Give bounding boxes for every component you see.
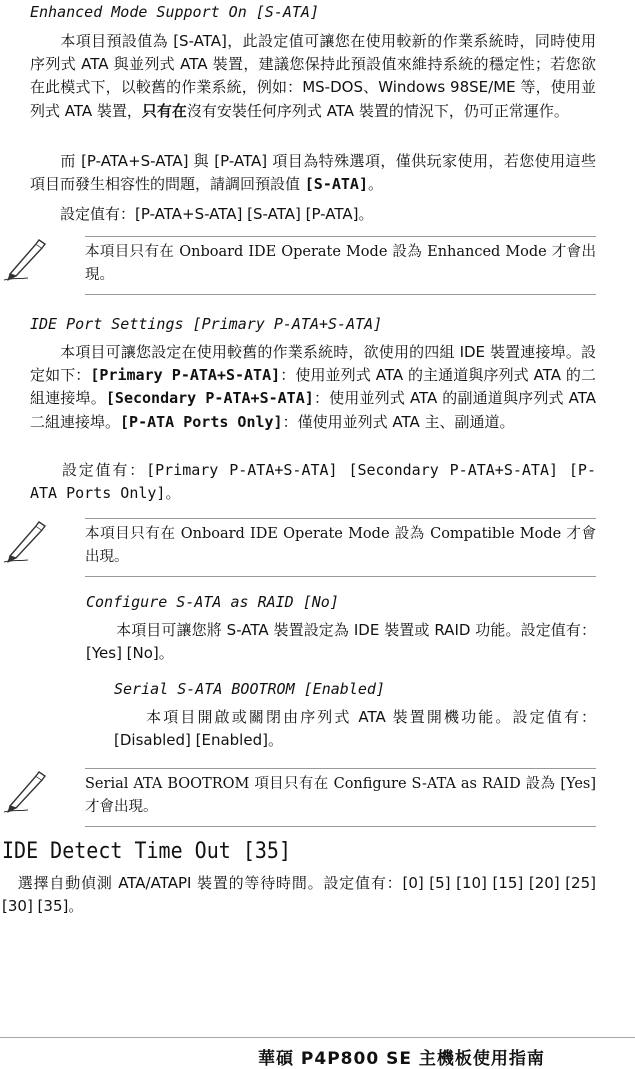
ide-port-option-pata-only: [P-ATA Ports Only] (120, 412, 283, 431)
pen-icon (2, 518, 48, 564)
ide-port-description (30, 341, 596, 434)
note-divider-bottom (85, 576, 596, 577)
ide-port-text-1: 本項目可讓您設定在使用較舊的作業系統時，欲使用的四組 IDE 裝置連接埠。設定如下： (30, 343, 596, 385)
enhanced-mode-description (30, 30, 596, 123)
ide-port-option-secondary: [Secondary P-ATA+S-ATA] (105, 389, 314, 408)
enhanced-mode-text-1: 本項目預設值為 [S-ATA]，此設定值可讓您在使用較新的作業系統時，同時使用序列式 ATA 與並列式 ATA 裝置，建議您保持此預設值來維持系統的穩定性；若您欲在此模式下，以較舊的作業系統，例如：MS-DOS、Windows 98SE/ME 等，使用並列式 ATA 裝置， (30, 32, 596, 120)
footer-divider (0, 1037, 635, 1038)
section-heading-ide-detect: IDE Detect Time Out [35] (2, 837, 291, 864)
ide-port-values (30, 459, 596, 505)
special-options-default: [S-ATA] (304, 175, 368, 194)
note-divider-top (85, 768, 596, 769)
special-options-end: 。 (368, 175, 384, 194)
note-enhanced-mode: 本項目只有在 Onboard IDE Operate Mode 設為 Enhanced Mode 才會出現。 (85, 244, 596, 283)
ide-port-text-4: ：僅使用並列式 ATA 主、副通道。 (282, 412, 515, 431)
pen-icon (2, 768, 48, 814)
serial-bootrom-text: 本項目開啟或關閉由序列式 ATA 裝置開機功能。設定值有：[Disabled] [Enabled]。 (114, 708, 596, 750)
note-divider-bottom (85, 294, 596, 295)
ide-port-option-primary: [Primary P-ATA+S-ATA] (90, 366, 281, 385)
configure-sata-description (86, 619, 596, 665)
configure-sata-text: 本項目可讓您將 S-ATA 裝置設定為 IDE 裝置或 RAID 功能。設定值有：[Yes] [No]。 (86, 621, 596, 663)
enhanced-mode-text-2: 沒有安裝任何序列式 ATA 裝置的情況下，仍可正常運作。 (186, 101, 569, 120)
footer-title: 華碩 P4P800 SE 主機板使用指南 (258, 1049, 545, 1069)
section-heading-ide-port: IDE Port Settings [Primary P-ATA+S-ATA] (30, 315, 383, 333)
ide-detect-description (2, 872, 596, 918)
ide-port-text-2: ：使用並列式 ATA 的主通道與序列式 ATA 的二組連接埠。 (30, 366, 596, 408)
section-heading-serial-bootrom: Serial S-ATA BOOTROM [Enabled] (114, 680, 385, 698)
ide-port-values-text: 設定值有：[Primary P-ATA+S-ATA] [Secondary P-ATA+S-ATA] [P-ATA Ports Only]。 (30, 461, 596, 503)
note-serial-bootrom: Serial ATA BOOTROM 項目只有在 Configure S-ATA as RAID 設為 [Yes] 才會出現。 (85, 776, 596, 815)
special-options-text: 而 [P-ATA+S-ATA] 與 [P-ATA] 項目為特殊選項，僅供玩家使用，若您使用這些項目而發生相容性的問題，請調回預設值 (30, 152, 596, 194)
note-divider-top (85, 236, 596, 237)
note-ide-port: 本項目只有在 Onboard IDE Operate Mode 設為 Compatible Mode 才會出現。 (85, 526, 596, 565)
ide-port-text-3: ：使用並列式 ATA 的副通道與序列式 ATA 二組連接埠。 (30, 389, 596, 431)
ide-detect-text: 選擇自動偵測 ATA/ATAPI 裝置的等待時間。設定值有：[0] [5] [10] [15] [20] [25] [30] [35]。 (2, 874, 596, 916)
serial-bootrom-description (114, 706, 596, 752)
enhanced-mode-emphasis: 只有在 (141, 101, 187, 120)
enhanced-mode-special-options (30, 150, 596, 196)
section-heading-configure-sata: Configure S-ATA as RAID [No] (86, 593, 339, 611)
pen-icon (2, 236, 48, 282)
note-divider-bottom (85, 826, 596, 827)
enhanced-mode-values-text: 設定值有：[P-ATA+S-ATA] [S-ATA] [P-ATA]。 (60, 205, 374, 223)
enhanced-mode-values (30, 203, 596, 226)
note-divider-top (85, 518, 596, 519)
section-heading-enhanced-mode: Enhanced Mode Support On [S-ATA] (30, 3, 319, 21)
